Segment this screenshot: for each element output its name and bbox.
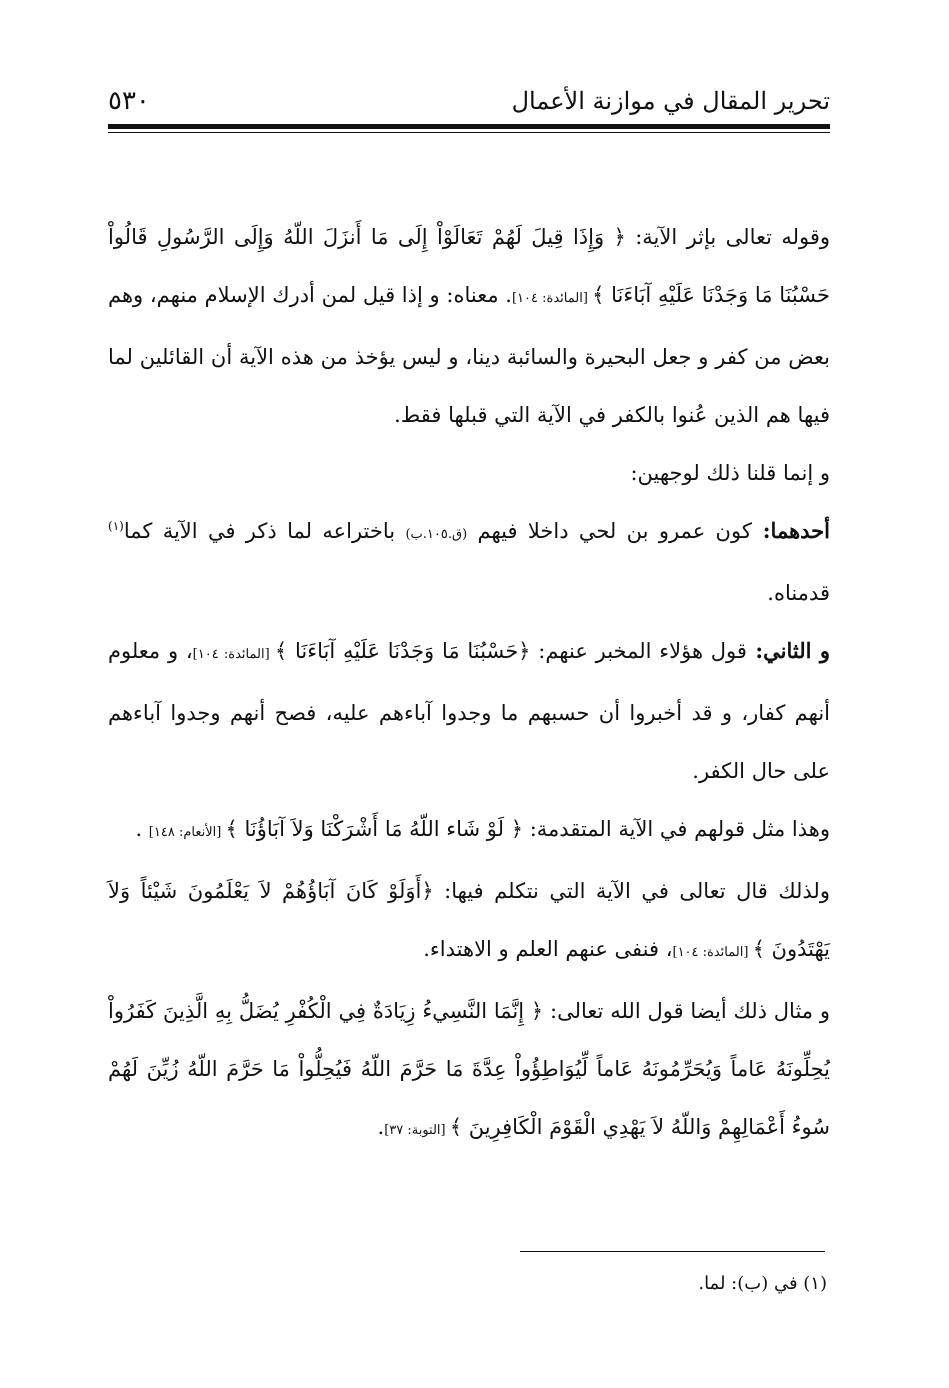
paragraph-1-text-b: . معناه: و إذا قيل لمن أدرك الإسلام منهم، وهم بعض من كفر و جعل البحيرة والسائبة دينا، و ليس يؤخذ من هذه الآية أن القائلين لما فيها هم الذين عُنوا بالكفر في الآية التي قبلها فقط. (108, 283, 830, 427)
footnote-separator (520, 1251, 825, 1252)
paragraph-3-text-a: كون عمرو بن لحي داخلا فيهم (467, 519, 752, 543)
paragraph-1-text-a: وقوله تعالى بإثر الآية: (625, 225, 831, 249)
quran-verse: ﴿ لَوْ شَاء اللّهُ مَا أَشْرَكْنَا وَلاَ آبَاؤُنَا ﴾ (225, 817, 524, 841)
running-title: تحرير المقال في موازنة الأعمال (511, 87, 830, 115)
verse-reference: [التوبة: ٣٧] (384, 1123, 450, 1138)
quran-verse: ﴿حَسْبُنَا مَا وَجَدْنَا عَلَيْهِ آبَاءَنَا ﴾ (274, 639, 531, 663)
paragraph-5-text-b: . (135, 817, 149, 841)
paragraph-2: و إنما قلنا ذلك لوجهين: (630, 461, 830, 485)
main-text (108, 208, 830, 1160)
verse-reference: [الأنعام: ١٤٨] (148, 825, 226, 840)
quran-verse: ﴿أَوَلَوْ كَانَ آبَاؤُهُمْ لاَ يَعْلَمُونَ شَيْئاً وَلاَ يَهْتَدُونَ ﴾ (108, 879, 830, 961)
paragraph-4-text-b: ، و معلوم أنهم كفار، و قد أخبروا أن حسبهم ما وجدوا آباءهم عليه، فصح أنهم وجدوا آباءهم على حال الكفر. (108, 639, 830, 783)
paragraph-5-text-a: وهذا مثل قولهم في الآية المتقدمة: (523, 817, 830, 841)
verse-reference: [المائدة: ١٠٤] (511, 291, 593, 306)
page-header (108, 84, 830, 124)
footnote-marker: (١) (108, 519, 124, 533)
paragraph-3-label: أحدهما: (751, 518, 830, 543)
verse-reference: [المائدة: ١٠٤] (672, 945, 753, 960)
paragraph-3-text-b: باختراعه لما ذكر في الآية كما (123, 519, 406, 543)
paragraph-5 (108, 800, 830, 862)
header-rule-thin (108, 132, 830, 133)
page-number: ٥٣٠ (108, 86, 150, 116)
paragraph-6 (108, 862, 830, 982)
paragraph-1 (108, 208, 830, 444)
quran-verse: ﴿ وَإِذَا قِيلَ لَهُمْ تَعَالَوْاْ إِلَى مَا أَنزَلَ اللّهُ وَإِلَى الرَّسُولِ قَالُواْ حَسْبُنَا مَا وَجَدْنَا عَلَيْهِ آبَاءَنَا ﴾ (108, 225, 830, 307)
header-rule-thick (108, 124, 830, 129)
paragraph-7-text-b: . (377, 1115, 385, 1139)
footnote: (١) في (ب): لما. (698, 1273, 827, 1294)
paragraph-4 (108, 622, 830, 800)
verse-reference: [المائدة: ١٠٤] (192, 647, 275, 662)
paragraph-6-text-a: ولذلك قال تعالى في الآية التي نتكلم فيها: (433, 879, 830, 903)
paragraph-7-text-a: و مثال ذلك أيضا قول الله تعالى: (543, 999, 830, 1023)
manuscript-reference: (ق.١٠٥.ب) (405, 527, 468, 542)
paragraph-7 (108, 982, 830, 1160)
paragraph-4-text-a: قول هؤلاء المخبر عنهم: (530, 639, 747, 663)
paragraph-6-text-b: ، فنفى عنهم العلم و الاهتداء. (423, 937, 673, 961)
quran-verse: ﴿ إِنَّمَا النَّسِيءُ زِيَادَةٌ فِي الْكُفْرِ يُضَلُّ بِهِ الَّذِينَ كَفَرُواْ يُحِلِّونَهُ عَاماً وَيُحَرِّمُونَهُ عَاماً لِّيُوَاطِؤُواْ عِدَّةَ مَا حَرَّمَ اللّهُ فَيُحِلُّواْ مَا حَرَّمَ اللّهُ زُيِّنَ لَهُمْ سُوءُ أَعْمَالِهِمْ وَاللّهُ لاَ يَهْدِي الْقَوْمَ الْكَافِرِينَ ﴾ (108, 999, 830, 1139)
paragraph-3 (108, 502, 830, 622)
paragraph-4-label: و الثاني: (746, 638, 830, 663)
paragraph-3-text-c: قدمناه. (767, 581, 830, 605)
